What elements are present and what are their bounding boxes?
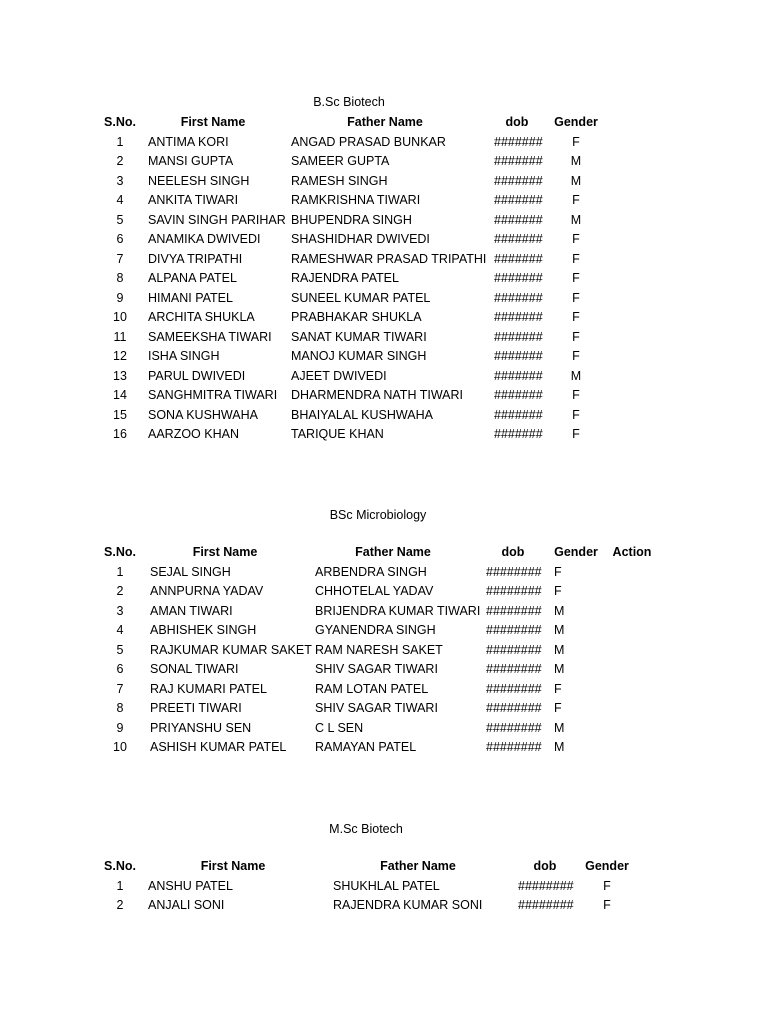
cell-gender: M [554, 603, 565, 618]
cell-dob: ####### [494, 427, 543, 441]
cell-sno: 1 [116, 878, 124, 893]
cell-gender: F [554, 681, 562, 696]
cell-dob: ######## [486, 701, 542, 715]
cell-gender: M [570, 173, 582, 188]
cell-father: SHASHIDHAR DWIVEDI [291, 232, 430, 246]
cell-sno: 3 [116, 173, 124, 188]
table-row [0, 211, 768, 231]
table-header-row [0, 113, 768, 133]
table-row [0, 602, 768, 622]
cell-dob: ######## [518, 878, 574, 893]
cell-first: DIVYA TRIPATHI [148, 251, 243, 266]
cell-father: BHAIYALAL KUSHWAHA [291, 407, 433, 422]
header-sno: S.No. [104, 545, 136, 559]
cell-gender: M [554, 740, 565, 754]
header-dob: dob [533, 859, 557, 873]
cell-sno: 10 [113, 310, 127, 324]
cell-first: RAJKUMAR KUMAR SAKET [150, 642, 312, 657]
cell-sno: 13 [113, 368, 127, 383]
table-row [0, 877, 768, 897]
cell-gender: M [554, 623, 565, 637]
header-first: First Name [200, 859, 266, 873]
table-row [0, 641, 768, 661]
cell-gender: F [572, 310, 580, 324]
cell-father: DHARMENDRA NATH TIWARI [291, 388, 463, 402]
cell-dob: ####### [494, 407, 543, 422]
cell-dob: ####### [494, 368, 543, 383]
cell-father: RAMESHWAR PRASAD TRIPATHI [291, 251, 487, 266]
cell-gender: F [572, 232, 580, 246]
cell-father: RAJENDRA PATEL [291, 271, 399, 285]
header-dob: dob [501, 545, 525, 559]
cell-first: ABHISHEK SINGH [150, 623, 257, 637]
cell-dob: ####### [494, 271, 543, 285]
cell-first: ANAMIKA DWIVEDI [148, 232, 261, 246]
cell-father: RAM LOTAN PATEL [315, 681, 429, 696]
cell-father: BHUPENDRA SINGH [291, 212, 412, 227]
cell-first: SEJAL SINGH [150, 564, 231, 579]
cell-father: SHIV SAGAR TIWARI [315, 701, 438, 715]
cell-dob: ######## [486, 662, 542, 676]
table-row [0, 191, 768, 211]
cell-father: RAMESH SINGH [291, 173, 388, 188]
table-row [0, 133, 768, 153]
cell-dob: ####### [494, 310, 543, 324]
cell-father: MANOJ KUMAR SINGH [291, 349, 427, 363]
cell-first: ALPANA PATEL [148, 271, 237, 285]
table-row [0, 250, 768, 270]
cell-sno: 8 [116, 701, 124, 715]
cell-gender: F [572, 407, 580, 422]
table-row [0, 406, 768, 426]
cell-father: AJEET DWIVEDI [291, 368, 387, 383]
cell-sno: 10 [113, 740, 127, 754]
cell-gender: F [572, 271, 580, 285]
header-sno: S.No. [104, 115, 136, 129]
cell-first: HIMANI PATEL [148, 290, 233, 305]
cell-first: AARZOO KHAN [148, 427, 239, 441]
table-header-row [0, 543, 768, 563]
cell-dob: ####### [494, 193, 543, 207]
cell-gender: M [570, 154, 582, 168]
cell-sno: 5 [116, 212, 124, 227]
cell-father: ANGAD PRASAD BUNKAR [291, 134, 446, 149]
header-sno: S.No. [104, 859, 136, 873]
cell-father: RAM NARESH SAKET [315, 642, 443, 657]
cell-dob: ####### [494, 251, 543, 266]
cell-first: ANTIMA KORI [148, 134, 229, 149]
cell-dob: ####### [494, 388, 543, 402]
table-row [0, 719, 768, 739]
table-row [0, 328, 768, 348]
cell-sno: 11 [113, 329, 127, 344]
cell-dob: ######## [486, 740, 542, 754]
cell-sno: 8 [116, 271, 124, 285]
cell-first: MANSI GUPTA [148, 154, 234, 168]
table-row [0, 621, 768, 641]
table-row [0, 269, 768, 289]
section-title-bsc-microbiology: BSc Microbiology [329, 508, 427, 522]
cell-father: RAMAYAN PATEL [315, 740, 417, 754]
cell-first: NEELESH SINGH [148, 173, 250, 188]
cell-dob: ######## [486, 681, 542, 696]
header-first: First Name [192, 545, 258, 559]
cell-sno: 2 [116, 584, 124, 598]
cell-first: SANGHMITRA TIWARI [148, 388, 278, 402]
cell-father: SAMEER GUPTA [291, 154, 390, 168]
cell-sno: 6 [116, 662, 124, 676]
cell-first: AMAN TIWARI [150, 603, 233, 618]
table-row [0, 738, 768, 758]
cell-father: SUNEEL KUMAR PATEL [291, 290, 431, 305]
cell-sno: 2 [116, 154, 124, 168]
table-row [0, 172, 768, 192]
header-dob: dob [505, 115, 529, 129]
header-action: Action [612, 545, 652, 559]
cell-gender: M [570, 212, 582, 227]
table-row [0, 425, 768, 445]
cell-father: PRABHAKAR SHUKLA [291, 310, 422, 324]
cell-dob: ######## [486, 720, 542, 735]
cell-gender: F [572, 349, 580, 363]
cell-dob: ####### [494, 349, 543, 363]
table-row [0, 582, 768, 602]
cell-dob: ######## [486, 603, 542, 618]
cell-gender: F [554, 564, 562, 579]
cell-father: C L SEN [315, 720, 364, 735]
cell-gender: F [572, 329, 580, 344]
header-gender: Gender [554, 545, 598, 559]
cell-sno: 12 [113, 349, 127, 363]
cell-gender: M [554, 662, 565, 676]
cell-sno: 15 [113, 407, 127, 422]
cell-dob: ####### [494, 134, 543, 149]
cell-sno: 9 [116, 290, 124, 305]
cell-sno: 4 [116, 193, 124, 207]
cell-first: ANNPURNA YADAV [150, 584, 264, 598]
table-row [0, 680, 768, 700]
cell-dob: ######## [486, 642, 542, 657]
cell-father: ARBENDRA SINGH [315, 564, 427, 579]
cell-gender: F [554, 701, 562, 715]
table-row [0, 308, 768, 328]
table-row [0, 660, 768, 680]
cell-dob: ####### [494, 232, 543, 246]
cell-father: TARIQUE KHAN [291, 427, 384, 441]
cell-father: CHHOTELAL YADAV [315, 584, 434, 598]
cell-father: BRIJENDRA KUMAR TIWARI [315, 603, 481, 618]
cell-dob: ######## [486, 623, 542, 637]
cell-father: SHUKHLAL PATEL [333, 878, 440, 893]
cell-first: ASHISH KUMAR PATEL [150, 740, 287, 754]
cell-father: RAJENDRA KUMAR SONI [333, 898, 483, 912]
table-row [0, 152, 768, 172]
cell-first: SONAL TIWARI [150, 662, 239, 676]
cell-dob: ####### [494, 212, 543, 227]
cell-sno: 4 [116, 623, 124, 637]
table-row [0, 563, 768, 583]
cell-sno: 3 [116, 603, 124, 618]
header-father: Father Name [380, 859, 456, 873]
cell-first: SONA KUSHWAHA [148, 407, 258, 422]
cell-first: ANSHU PATEL [148, 878, 233, 893]
table-row [0, 289, 768, 309]
header-gender: Gender [585, 859, 629, 873]
section-title-msc-biotech: M.Sc Biotech [329, 822, 403, 836]
table-row [0, 699, 768, 719]
cell-gender: F [572, 290, 580, 305]
cell-sno: 16 [113, 427, 127, 441]
cell-gender: M [554, 642, 565, 657]
cell-dob: ######## [518, 898, 574, 912]
cell-first: RAJ KUMARI PATEL [150, 681, 267, 696]
cell-gender: F [603, 878, 611, 893]
cell-first: SAVIN SINGH PARIHAR [148, 212, 286, 227]
section-title-bsc-biotech: B.Sc Biotech [313, 95, 385, 109]
cell-dob: ####### [494, 290, 543, 305]
cell-sno: 1 [116, 564, 124, 579]
cell-first: ARCHITA SHUKLA [148, 310, 255, 324]
table-row [0, 896, 768, 916]
cell-dob: ####### [494, 173, 543, 188]
header-father: Father Name [347, 115, 423, 129]
cell-gender: F [572, 251, 580, 266]
cell-gender: F [572, 388, 580, 402]
cell-sno: 1 [116, 134, 124, 149]
table-header-row [0, 857, 768, 877]
table-row [0, 386, 768, 406]
header-gender: Gender [554, 115, 598, 129]
cell-sno: 9 [116, 720, 124, 735]
cell-gender: M [570, 368, 582, 383]
cell-father: SHIV SAGAR TIWARI [315, 662, 438, 676]
cell-gender: M [554, 720, 565, 735]
cell-father: GYANENDRA SINGH [315, 623, 436, 637]
cell-sno: 6 [116, 232, 124, 246]
cell-father: SANAT KUMAR TIWARI [291, 329, 427, 344]
cell-gender: F [554, 584, 562, 598]
cell-dob: ####### [494, 329, 543, 344]
cell-first: PREETI TIWARI [150, 701, 242, 715]
cell-sno: 7 [116, 251, 124, 266]
cell-first: ANJALI SONI [148, 898, 225, 912]
header-first: First Name [180, 115, 246, 129]
cell-sno: 2 [116, 898, 124, 912]
cell-gender: F [572, 193, 580, 207]
cell-gender: F [572, 134, 580, 149]
table-row [0, 347, 768, 367]
cell-sno: 5 [116, 642, 124, 657]
cell-dob: ####### [494, 154, 543, 168]
cell-gender: F [603, 898, 611, 912]
cell-first: ANKITA TIWARI [148, 193, 239, 207]
cell-sno: 7 [116, 681, 124, 696]
table-row [0, 230, 768, 250]
cell-first: ISHA SINGH [148, 349, 220, 363]
header-father: Father Name [355, 545, 431, 559]
cell-dob: ######## [486, 584, 542, 598]
cell-first: SAMEEKSHA TIWARI [148, 329, 272, 344]
cell-dob: ######## [486, 564, 542, 579]
cell-first: PARUL DWIVEDI [148, 368, 246, 383]
cell-first: PRIYANSHU SEN [150, 720, 252, 735]
cell-gender: F [572, 427, 580, 441]
cell-sno: 14 [113, 388, 127, 402]
table-row [0, 367, 768, 387]
cell-father: RAMKRISHNA TIWARI [291, 193, 421, 207]
